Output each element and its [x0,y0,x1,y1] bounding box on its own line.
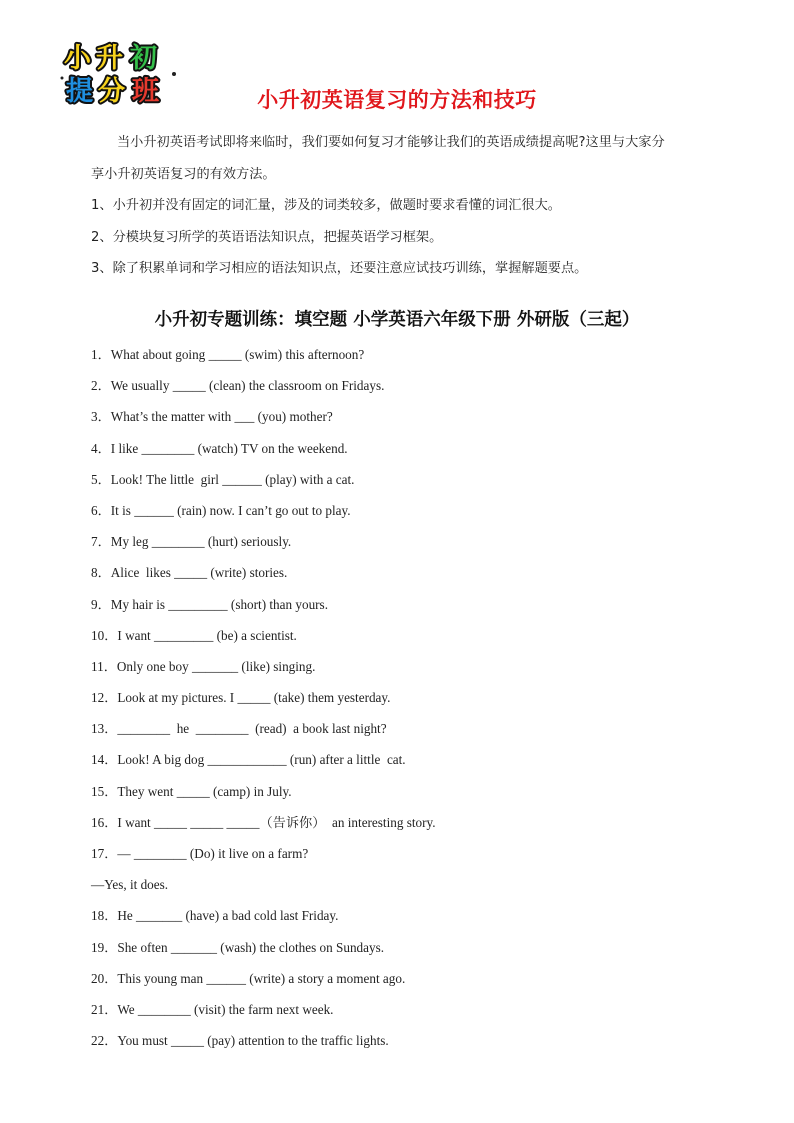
question-item: 3．What’s the matter with ___ (you) mother? [91,409,333,425]
question-answer-line: —Yes, it does. [91,877,169,893]
question-item: 13．________ he ________ (read) a book last night? [91,721,387,737]
question-item: 21．We ________ (visit) the farm next week. [91,1001,334,1017]
svg-text:班: 班 [132,76,159,107]
svg-text:小: 小 [64,43,91,74]
tip-item: 3、除了积累单词和学习相应的语法知识点，还要注意应试技巧训练，掌握解题要点。 [91,261,588,276]
question-item: 7．My leg ________ (hurt) seriously. [91,534,292,550]
svg-text:升: 升 [96,43,123,74]
question-item: 20．This young man ______ (write) a story a moment ago. [91,970,406,986]
question-item: 9．My hair is _________ (short) than yours. [91,596,328,612]
question-item: 17．— ________ (Do) it live on a farm? [91,846,309,861]
svg-text:提: 提 [66,76,93,107]
tip-item: 2、分模块复习所学的英语语法知识点，把握英语学习框架。 [91,229,443,245]
question-item: 2．We usually _____ (clean) the classroom on Fridays. [91,378,385,394]
question-item: 12．Look at my pictures. I _____ (take) them yesterday. [91,690,391,706]
svg-text:分: 分 [98,76,125,107]
question-item: 14．Look! A big dog ____________ (run) after a little cat. [91,752,406,768]
question-item: 1．What about going _____ (swim) this afternoon? [91,347,365,362]
question-item: 19．She often _______ (wash) the clothes on Sundays. [91,939,385,955]
question-item: 18．He _______ (have) a bad cold last Friday. [91,908,339,924]
question-item: 15．They went _____ (camp) in July. [91,783,292,799]
question-item: 5．Look! The little girl ______ (play) with a cat. [91,471,355,487]
question-item: 8．Alice likes _____ (write) stories. [91,565,288,581]
question-item: 22．You must _____ (pay) attention to the traffic lights. [91,1033,389,1049]
question-item: 10．I want _________ (be) a scientist. [91,627,297,643]
question-item: 4．I like ________ (watch) TV on the weekend. [91,440,348,456]
intro-paragraph-line-2: 享小升初英语复习的有效方法。 [91,166,276,182]
intro-section [91,127,711,285]
tip-item: 1、小升初并没有固定的词汇量，涉及的词类较多，做题时要求看懂的词汇很大。 [91,198,561,213]
question-list [91,343,731,1060]
question-item: 16．I want _____ _____ _____（告诉你） an interesting story. [91,814,436,830]
question-item: 6．It is ______ (rain) now. I can’t go out to play. [91,502,351,518]
question-item: 11．Only one boy _______ (like) singing. [91,658,316,674]
svg-text:初: 初 [130,43,157,74]
page-title: 小升初英语复习的方法和技巧 [257,88,537,112]
section-title: 小升初专题训练：填空题 小学英语六年级下册 外研版（三起） [154,310,640,330]
intro-paragraph-line-1: 当小升初英语考试即将来临时，我们要如何复习才能够让我们的英语成绩提高呢?这里与大家分 [117,135,665,150]
